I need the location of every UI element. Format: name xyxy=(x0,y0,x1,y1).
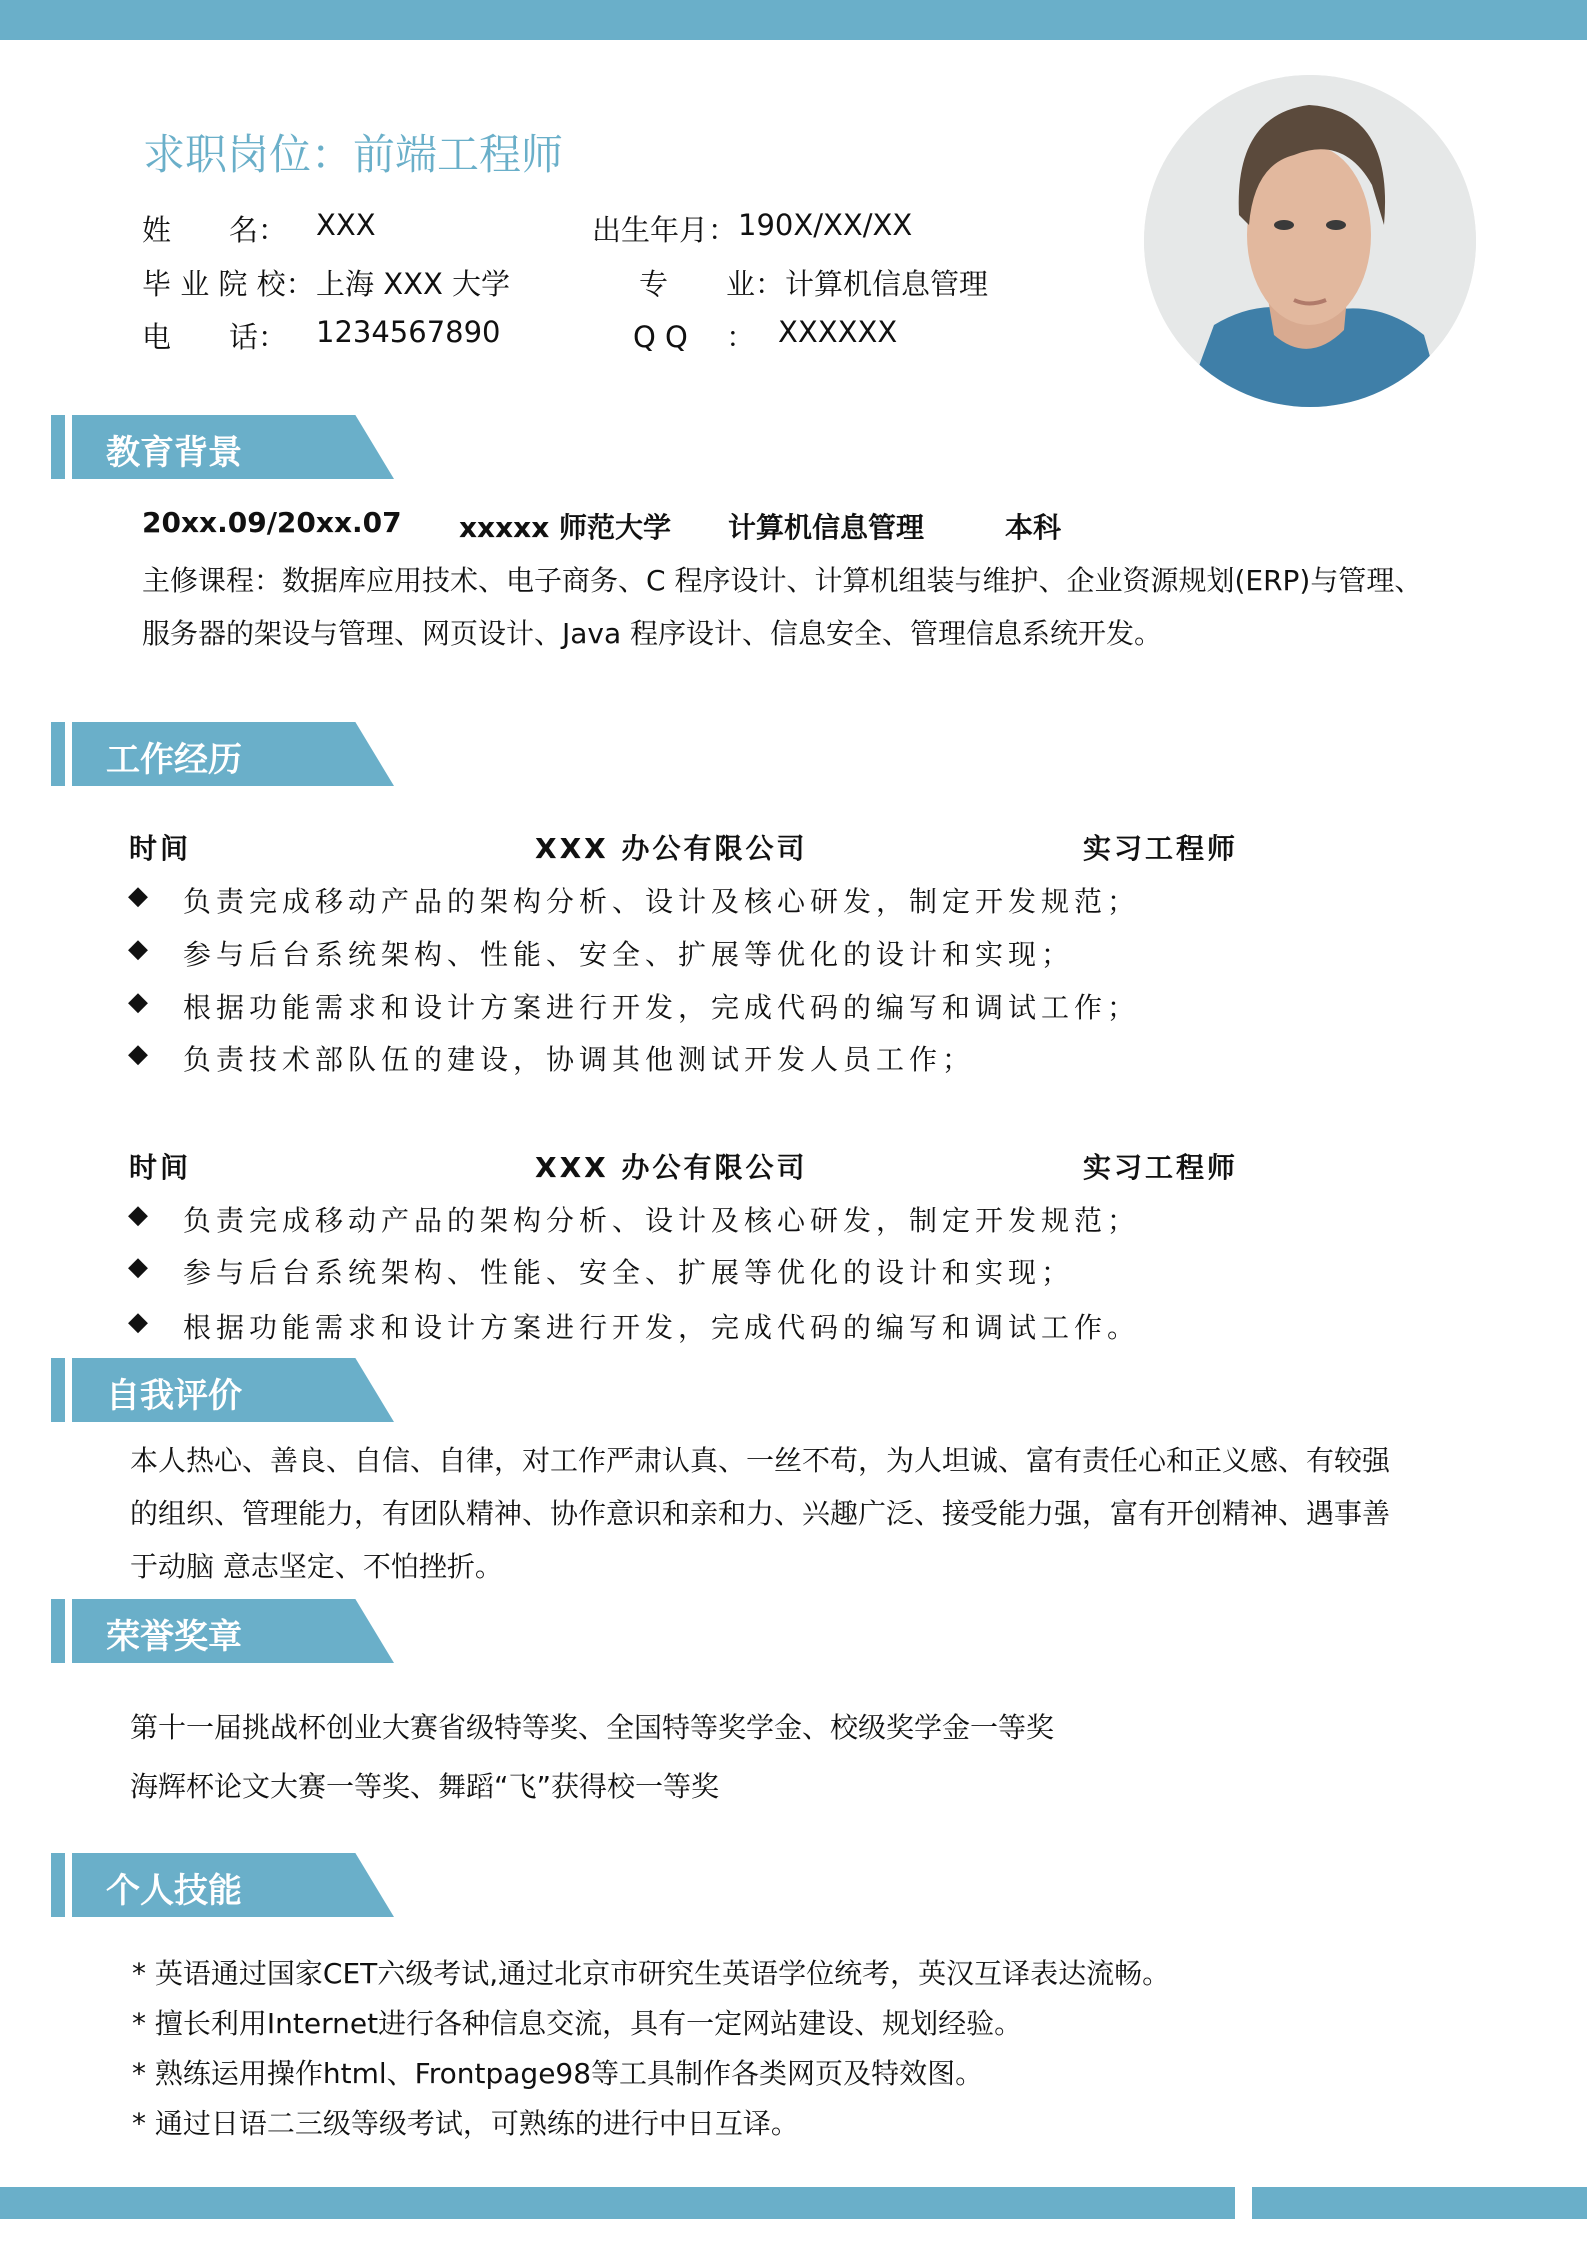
school-label: 毕 业 院 校： xyxy=(142,267,315,301)
edu-degree: 本科 xyxy=(1005,511,1062,544)
section-header-skills xyxy=(51,1853,351,1917)
diamond-bullet-icon: ◆ xyxy=(128,934,148,964)
section-title: 荣誉奖章 xyxy=(106,1617,242,1657)
section-title: 自我评价 xyxy=(106,1376,242,1416)
edu-courses-line: 服务器的架设与管理、网页设计、Java 程序设计、信息安全、管理信息系统开发。 xyxy=(142,617,1163,650)
section-header-honors xyxy=(51,1599,351,1663)
skill-item: * 熟练运用操作html、Frontpage98等工具制作各类网页及特效图。 xyxy=(132,2057,984,2090)
name-value: XXX xyxy=(316,208,376,242)
birth-value: 190X/XX/XX xyxy=(738,208,913,242)
profile-photo xyxy=(1144,75,1476,407)
work-bullet: 根据功能需求和设计方案进行开发，完成代码的编写和调试工作。 xyxy=(183,1311,1141,1344)
work-role: 实习工程师 xyxy=(1083,1151,1239,1184)
self-eval-line: 本人热心、善良、自信、自律，对工作严肃认真、一丝不苟，为人坦诚、富有责任心和正义感、有较强 xyxy=(130,1444,1391,1477)
honor-line: 第十一届挑战杯创业大赛省级特等奖、全国特等奖学金、校级奖学金一等奖 xyxy=(130,1711,1055,1744)
work-bullet: 根据功能需求和设计方案进行开发，完成代码的编写和调试工作； xyxy=(183,991,1141,1024)
job-title: 求职岗位：前端工程师 xyxy=(143,130,564,179)
school-value: 上海 XXX 大学 xyxy=(316,267,511,301)
diamond-bullet-icon: ◆ xyxy=(128,1039,148,1069)
phone-value: 1234567890 xyxy=(316,315,501,349)
honor-line: 海辉杯论文大赛一等奖、舞蹈“飞”获得校一等奖 xyxy=(130,1770,720,1803)
skill-item: * 通过日语二三级等级考试，可熟练的进行中日互译。 xyxy=(132,2107,799,2140)
work-bullet: 参与后台系统架构、性能、安全、扩展等优化的设计和实现； xyxy=(183,1256,1075,1289)
work-time: 时间 xyxy=(129,832,192,865)
self-eval-line: 的组织、管理能力，有团队精神、协作意识和亲和力、兴趣广泛、接受能力强，富有开创精神、遇事善 xyxy=(130,1497,1391,1530)
bottom-banner-right xyxy=(1252,2187,1587,2219)
phone-label: 电 话： xyxy=(142,320,288,354)
edu-period: 20xx.09/20xx.07 xyxy=(142,506,402,539)
work-bullet: 负责完成移动产品的架构分析、设计及核心研发，制定开发规范； xyxy=(183,1204,1141,1237)
top-banner xyxy=(0,0,1587,40)
section-title: 教育背景 xyxy=(106,433,242,473)
work-bullet: 负责完成移动产品的架构分析、设计及核心研发，制定开发规范； xyxy=(183,885,1141,918)
section-header-self xyxy=(51,1358,351,1422)
major-value: 计算机信息管理 xyxy=(785,267,989,301)
section-accent-bar xyxy=(51,415,65,479)
work-time: 时间 xyxy=(129,1151,192,1184)
work-company: XXX 办公有限公司 xyxy=(535,832,808,865)
skill-item: * 擅长利用Internet进行各种信息交流，具有一定网站建设、规划经验。 xyxy=(132,2007,1023,2040)
edu-major: 计算机信息管理 xyxy=(728,511,925,544)
qq-label: Q Q ： xyxy=(633,320,756,354)
edu-school: xxxxx 师范大学 xyxy=(459,511,672,544)
diamond-bullet-icon: ◆ xyxy=(128,987,148,1017)
qq-value: XXXXXX xyxy=(778,315,898,349)
major-label: 专 业： xyxy=(639,267,785,301)
section-accent-bar xyxy=(51,1853,65,1917)
diamond-bullet-icon: ◆ xyxy=(128,1252,148,1282)
diamond-bullet-icon: ◆ xyxy=(128,1200,148,1230)
name-label: 姓 名： xyxy=(142,213,288,247)
bottom-banner-left xyxy=(0,2187,1235,2219)
section-accent-bar xyxy=(51,1599,65,1663)
work-bullet: 参与后台系统架构、性能、安全、扩展等优化的设计和实现； xyxy=(183,938,1075,971)
skill-item: * 英语通过国家CET六级考试,通过北京市研究生英语学位统考，英汉互译表达流畅。 xyxy=(132,1957,1171,1990)
work-company: XXX 办公有限公司 xyxy=(535,1151,808,1184)
edu-courses-line: 主修课程：数据库应用技术、电子商务、C 程序设计、计算机组装与维护、企业资源规划(ERP)与管理、 xyxy=(142,564,1423,597)
birth-label: 出生年月： xyxy=(592,213,738,247)
diamond-bullet-icon: ◆ xyxy=(128,1307,148,1337)
section-header-education xyxy=(51,415,351,479)
work-bullet: 负责技术部队伍的建设，协调其他测试开发人员工作； xyxy=(183,1043,976,1076)
self-eval-line: 于动脑 意志坚定、不怕挫折。 xyxy=(130,1550,503,1583)
section-accent-bar xyxy=(51,722,65,786)
section-title: 工作经历 xyxy=(106,740,242,780)
diamond-bullet-icon: ◆ xyxy=(128,881,148,911)
section-title: 个人技能 xyxy=(106,1871,242,1911)
section-header-work xyxy=(51,722,351,786)
work-role: 实习工程师 xyxy=(1083,832,1239,865)
section-accent-bar xyxy=(51,1358,65,1422)
